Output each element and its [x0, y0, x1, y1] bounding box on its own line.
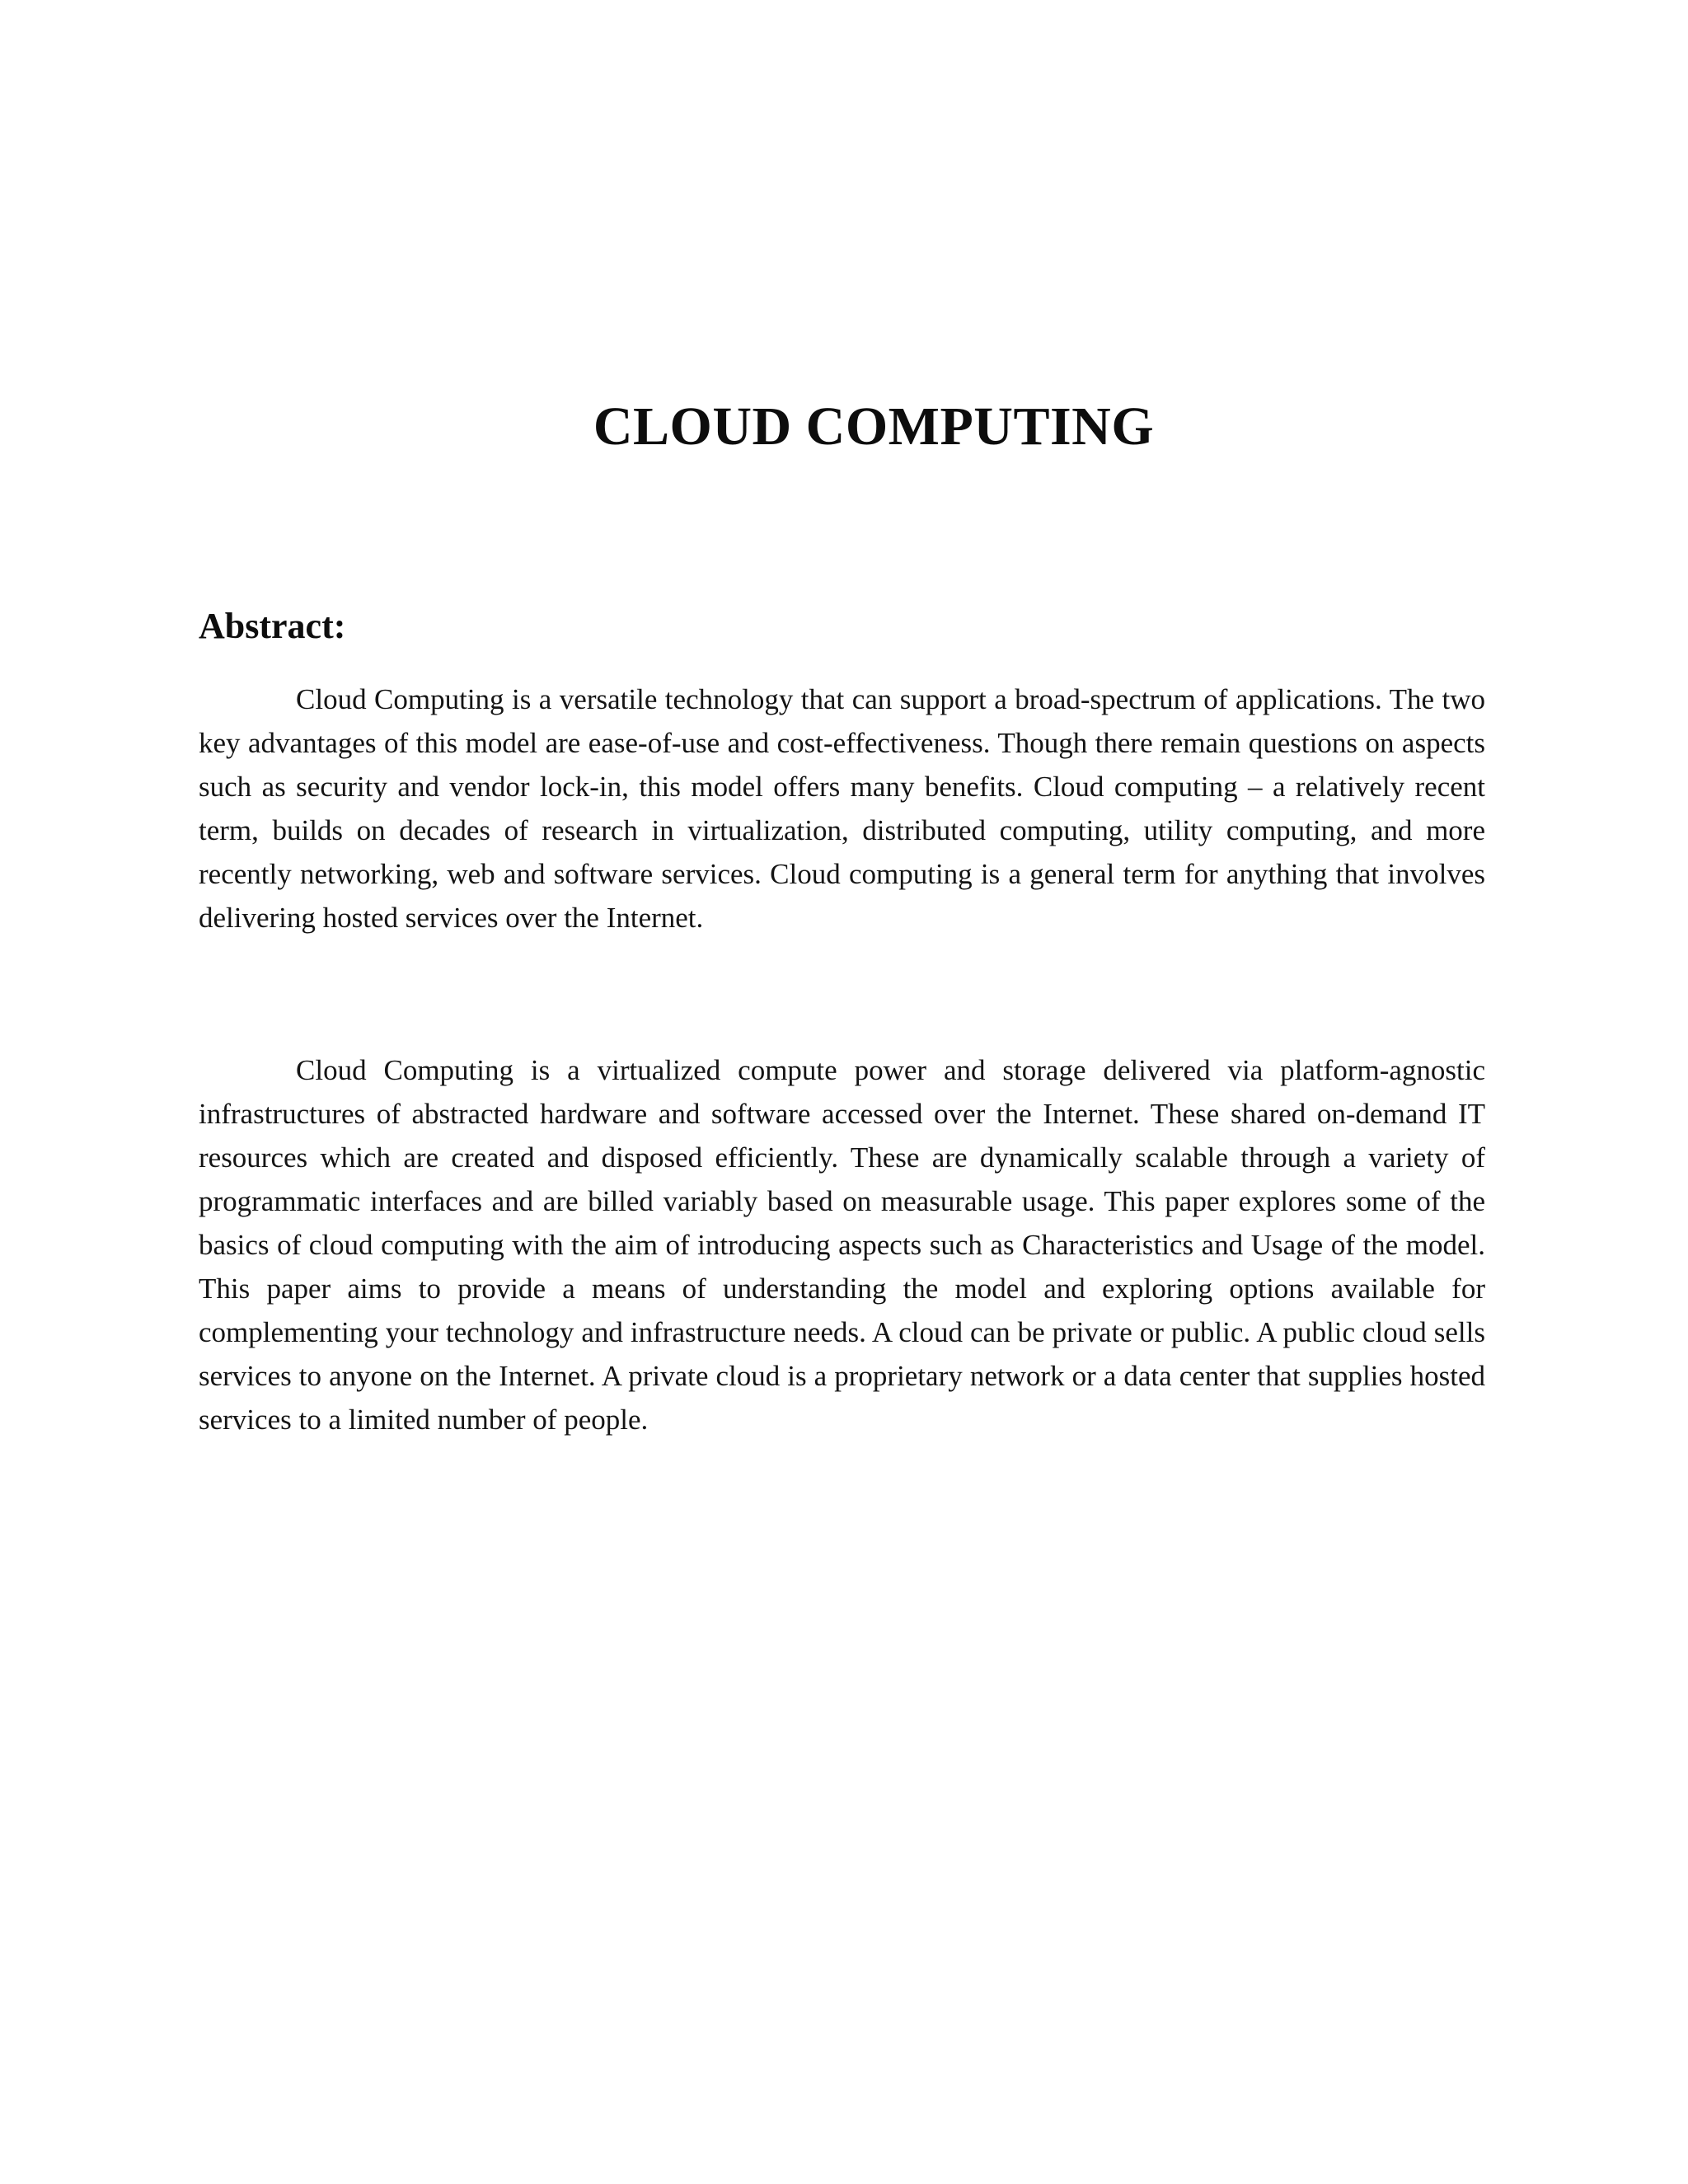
abstract-paragraph-2: Cloud Computing is a virtualized compute power and storage delivered via platform-agnostic infrastructures of abstracted hardware and software accessed over the Internet. These shared on-demand IT resources which are created and disposed efficiently. These are dynamically scalable through a variety of programmatic interfaces and are billed variably based on measurable usage. This paper explores some of the basics of cloud computing with the aim of introducing aspects such as Characteristics and Usage of the model. This paper aims to provide a means of understanding the model and exploring options available for complementing your technology and infrastructure needs. A cloud can be private or public. A public cloud sells services to anyone on the Internet. A private cloud is a proprietary network or a data center that supplies hosted services to a limited number of people. — [199, 1054, 1485, 1436]
document-title: CLOUD COMPUTING — [593, 396, 1155, 457]
abstract-heading: Abstract: — [199, 606, 346, 646]
abstract-paragraph-1: Cloud Computing is a versatile technology that can support a broad-spectrum of applications. The two key advantages of this model are ease-of-use and cost-effectiveness. Though there remain questions on aspects such as security and vendor lock-in, this model offers many benefits. Cloud computing – a relatively recent term, builds on decades of research in virtualization, distributed computing, utility computing, and more recently networking, web and software services. Cloud computing is a general term for anything that involves delivering hosted services over the Internet. — [199, 683, 1485, 934]
